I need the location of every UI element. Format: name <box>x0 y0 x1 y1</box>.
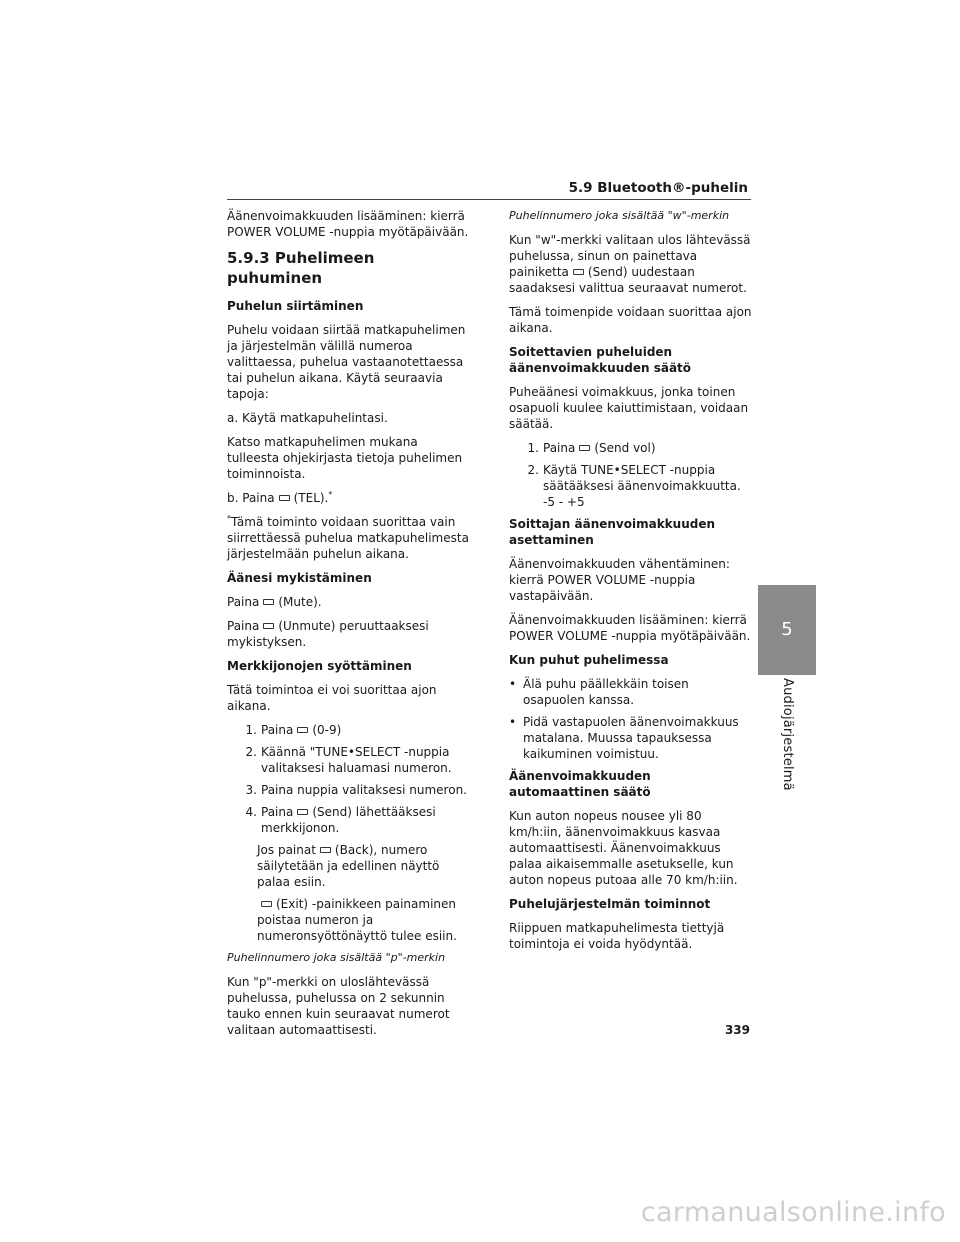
functions-text: Riippuen matkapuhelimesta tiettyjä toimintoja ei voida hyödyntää. <box>509 921 725 951</box>
heading-when-talking: Kun puhut puhelimessa <box>509 653 669 667</box>
heading-mute: Äänesi mykistäminen <box>227 571 372 585</box>
header-rule <box>227 199 751 200</box>
step-2: 2. Käännä "TUNE•SELECT -nuppia valitaksesi haluamasi numeron. <box>245 745 452 775</box>
caller-volume-down: Äänenvoimakkuuden vähentäminen: kierrä POWER VOLUME -nuppia vastapäivään. <box>509 557 730 603</box>
unmute-text: Paina (Unmute) peruuttaaksesi mykistyksen. <box>227 619 429 649</box>
chapter-number: 5 <box>781 619 793 640</box>
heading-caller-volume: Soittajan äänenvoimakkuuden asettaminen <box>509 517 716 547</box>
volume-up-text: Äänenvoimakkuuden lisääminen: kierrä POWER VOLUME -nuppia myötäpäivään. <box>227 209 469 239</box>
bullet-item: • Älä puhu päällekkäin toisen osapuolen kanssa. <box>509 677 689 707</box>
chapter-tab <box>758 585 816 675</box>
left-column <box>227 208 472 1046</box>
back-button-icon <box>320 847 331 853</box>
caption-w-char: Puhelinnumero joka sisältää "w"-merkin <box>509 209 730 222</box>
mute-text: Paina (Mute). <box>227 595 322 609</box>
section-heading: 5.9.3 Puhelimeen puhuminen <box>227 249 375 287</box>
step-3: 3. Paina nuppia valitaksesi numeron. <box>245 783 467 797</box>
send-vol-button-icon <box>579 445 590 451</box>
bullet-item: • Pidä vastapuolen äänenvoimakkuus matalana. Muussa tapauksessa kaikuminen voimistuu. <box>509 715 739 761</box>
right-column <box>509 208 754 960</box>
heading-auto-volume: Äänenvoimakkuuden automaattinen säätö <box>509 769 651 799</box>
caller-volume-up: Äänenvoimakkuuden lisääminen: kierrä POWER VOLUME -nuppia myötäpäivään. <box>509 613 751 643</box>
exit-text: (Exit) -painikkeen painaminen poistaa numeron ja numeronsyöttönäyttö tulee esiin. <box>257 897 457 943</box>
exit-button-icon <box>261 901 272 907</box>
back-text: Jos painat (Back), numero säilytetään ja edellinen näyttö palaa esiin. <box>257 843 440 889</box>
step-1: 1. Paina (0-9) <box>245 723 342 737</box>
sv-step-2: 2. Käytä TUNE•SELECT -nuppia säätääksesi äänenvoimakkuutta. -5 - +5 <box>527 463 741 509</box>
auto-volume-text: Kun auton nopeus nousee yli 80 km/h:iin, äänenvoimakkuus kasvaa automaattisesti. Äänenvoimakkuus palaa aikaisemmalle asetukselle, kun auton nopeus putoaa alle 70 km/h:iin. <box>509 809 738 887</box>
mute-button-icon <box>263 599 274 605</box>
digits-button-icon <box>297 727 308 733</box>
step-4: 4. Paina (Send) lähettääksesi merkkijonon. <box>245 805 436 835</box>
send-button-icon <box>573 269 584 275</box>
option-a: a. Käytä matkapuhelintasi. <box>227 411 388 425</box>
page-number: 339 <box>724 1023 750 1037</box>
send-volume-text: Puheäänesi voimakkuus, jonka toinen osapuoli kuulee kaiuttimistaan, voidaan säätää. <box>509 385 749 431</box>
dtmf-text: Tätä toimintoa ei voi suorittaa ajon aikana. <box>227 683 437 713</box>
sv-step-1: 1. Paina (Send vol) <box>527 441 656 455</box>
unmute-button-icon <box>263 623 274 629</box>
footnote: *Tämä toiminto voidaan suorittaa vain siirrettäessä puhelua matkapuhelimesta järjestelmään puhelun aikana. <box>227 514 469 561</box>
option-b: b. Paina (TEL).* <box>227 490 333 505</box>
running-header: 5.9 Bluetooth®-puhelin <box>568 180 748 196</box>
send-button-icon <box>297 809 308 815</box>
watermark: carmanualsonline.info <box>640 1197 946 1228</box>
heading-functions: Puhelujärjestelmän toiminnot <box>509 897 711 911</box>
chapter-label-text: Audiojärjestelmä <box>780 678 795 791</box>
tel-button-icon <box>279 495 290 501</box>
drive-text: Tämä toimenpide voidaan suorittaa ajon aikana. <box>509 305 752 335</box>
heading-dtmf: Merkkijonojen syöttäminen <box>227 659 412 673</box>
footnote-ref: * <box>328 490 333 499</box>
see-manual-text: Katso matkapuhelimen mukana tulleesta ohjekirjasta tietoja puhelimen toiminnoista. <box>227 435 463 481</box>
bullet-dot: • <box>509 715 517 729</box>
heading-transfer: Puhelun siirtäminen <box>227 299 364 313</box>
transfer-text: Puhelu voidaan siirtää matkapuhelimen ja järjestelmän välillä numeroa valittaessa, puhelua vastaanotettaessa tai puhelun aikana. Käytä seuraavia tapoja: <box>227 323 466 401</box>
heading-send-volume: Soitettavien puheluiden äänenvoimakkuuden säätö <box>509 345 692 375</box>
w-char-text: Kun "w"-merkki valitaan ulos lähtevässä puhelussa, sinun on painettava painiketta (Send) uudestaan saadaksesi valittua seuraavat numerot. <box>509 233 751 295</box>
caption-p-char: Puhelinnumero joka sisältää "p"-merkin <box>227 951 446 964</box>
bullet-dot: • <box>509 677 517 691</box>
p-char-text: Kun "p"-merkki on uloslähtevässä puhelussa, puhelussa on 2 sekunnin tauko ennen kuin seuraavat numerot valitaan automaattisesti. <box>227 975 450 1037</box>
volume-range: -5 - +5 <box>543 495 585 509</box>
chapter-label <box>758 678 816 848</box>
